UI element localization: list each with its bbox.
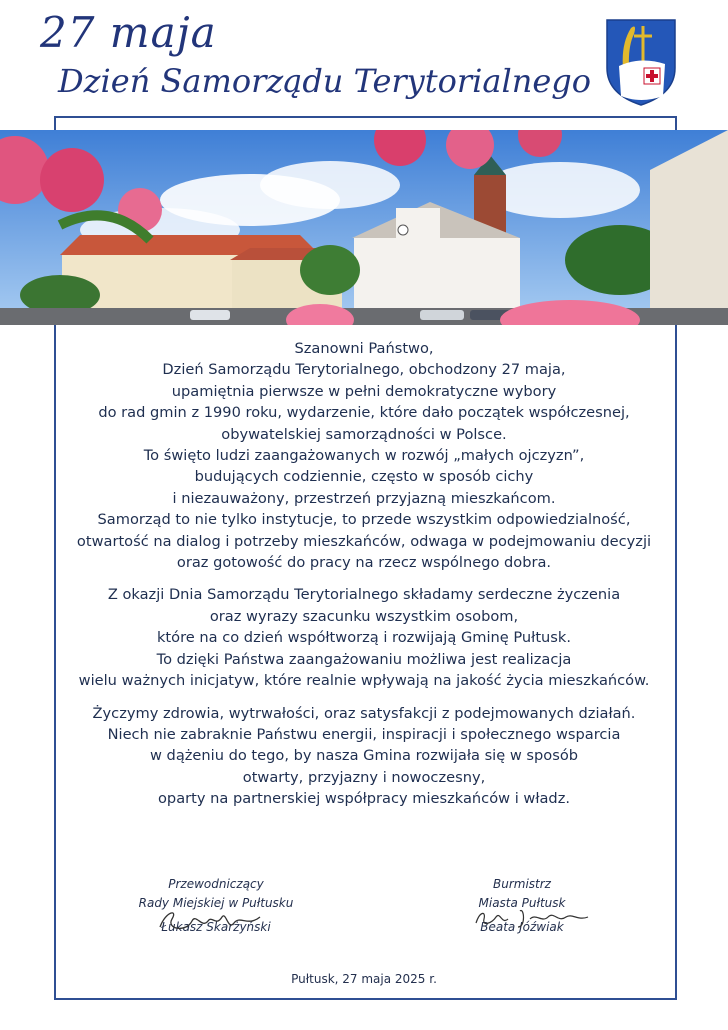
handwritten-signature-right (472, 905, 592, 931)
letter-line: oraz wyrazy szacunku wszystkim osobom, (209, 607, 519, 625)
letter-line: To dzięki Państwa zaangażowaniu możliwa jest realizacja (156, 650, 572, 668)
title-event: Dzień Samorządu Terytorialnego (58, 62, 592, 100)
letter-line: oraz gotowość do pracy na rzecz wspólnego dobra. (176, 554, 552, 572)
coat-of-arms-icon (603, 16, 679, 108)
letter-line: Życzymy zdrowia, wytrwałości, oraz satysfakcji z podejmowanych działań. (92, 704, 636, 722)
letter-line: Z okazji Dnia Samorządu Terytorialnego składamy serdeczne życzenia (107, 586, 621, 604)
role-line-2: Miasta Pułtusk (478, 895, 566, 910)
letter-paragraph (40, 338, 688, 573)
letter-line: do rad gmin z 1990 roku, wydarzenie, które dało początek współczesnej, (98, 404, 630, 422)
letter-line: obywatelskiej samorządności w Polsce. (221, 425, 507, 443)
signature-block-right (462, 875, 582, 937)
handwritten-signature-left (156, 903, 266, 937)
role-line-2: Rady Miejskiej w Pułtusku (138, 895, 294, 910)
letter-line: w dążeniu do tego, by nasza Gmina rozwijała się w sposób (149, 747, 579, 765)
role-line-1: Przewodniczący (168, 877, 264, 891)
letter-line: otwarty, przyjazny i nowoczesny, (242, 768, 486, 786)
town-hall-photo (0, 130, 728, 325)
letter-line: otwartość na dialog i potrzeby mieszkańców, odwaga w podejmowaniu decyzji (76, 532, 652, 550)
title-date: 27 maja (40, 8, 217, 57)
letter-paragraph (40, 584, 688, 691)
letter-line: Dzień Samorządu Terytorialnego, obchodzony 27 maja, (162, 361, 566, 379)
place-and-date: Pułtusk, 27 maja 2025 r. (291, 972, 437, 986)
letter-line: i niezauważony, przestrzeń przyjazną mieszkańcom. (172, 489, 556, 507)
letter-paragraph (40, 703, 688, 810)
signature-block-left (116, 875, 316, 937)
letter-line: które na co dzień współtworzą i rozwijają Gminę Pułtusk. (156, 629, 571, 647)
letter-line: oparty na partnerskiej współpracy mieszkańców i władz. (158, 790, 570, 808)
signer-name: Łukasz Skarżyński (161, 920, 271, 934)
letter-line: wielu ważnych inicjatyw, które realnie wpływają na jakość życia mieszkańców. (78, 672, 650, 690)
greeting-letter (40, 338, 688, 821)
signer-name: Beata Jóźwiak (480, 920, 564, 934)
role-line-1: Burmistrz (493, 877, 551, 891)
letter-line: Szanowni Państwo, (294, 340, 434, 357)
letter-line: Niech nie zabraknie Państwu energii, inspiracji i społecznego wsparcia (107, 725, 621, 743)
letter-line: To święto ludzi zaangażowanych w rozwój „małych ojczyzn”, (143, 447, 585, 465)
letter-line: Samorząd to nie tylko instytucje, to przede wszystkim odpowiedzialność, (97, 511, 631, 529)
letter-line: budujących codziennie, często w sposób cichy (194, 468, 534, 486)
letter-line: upamiętnia pierwsze w pełni demokratyczne wybory (171, 382, 557, 400)
